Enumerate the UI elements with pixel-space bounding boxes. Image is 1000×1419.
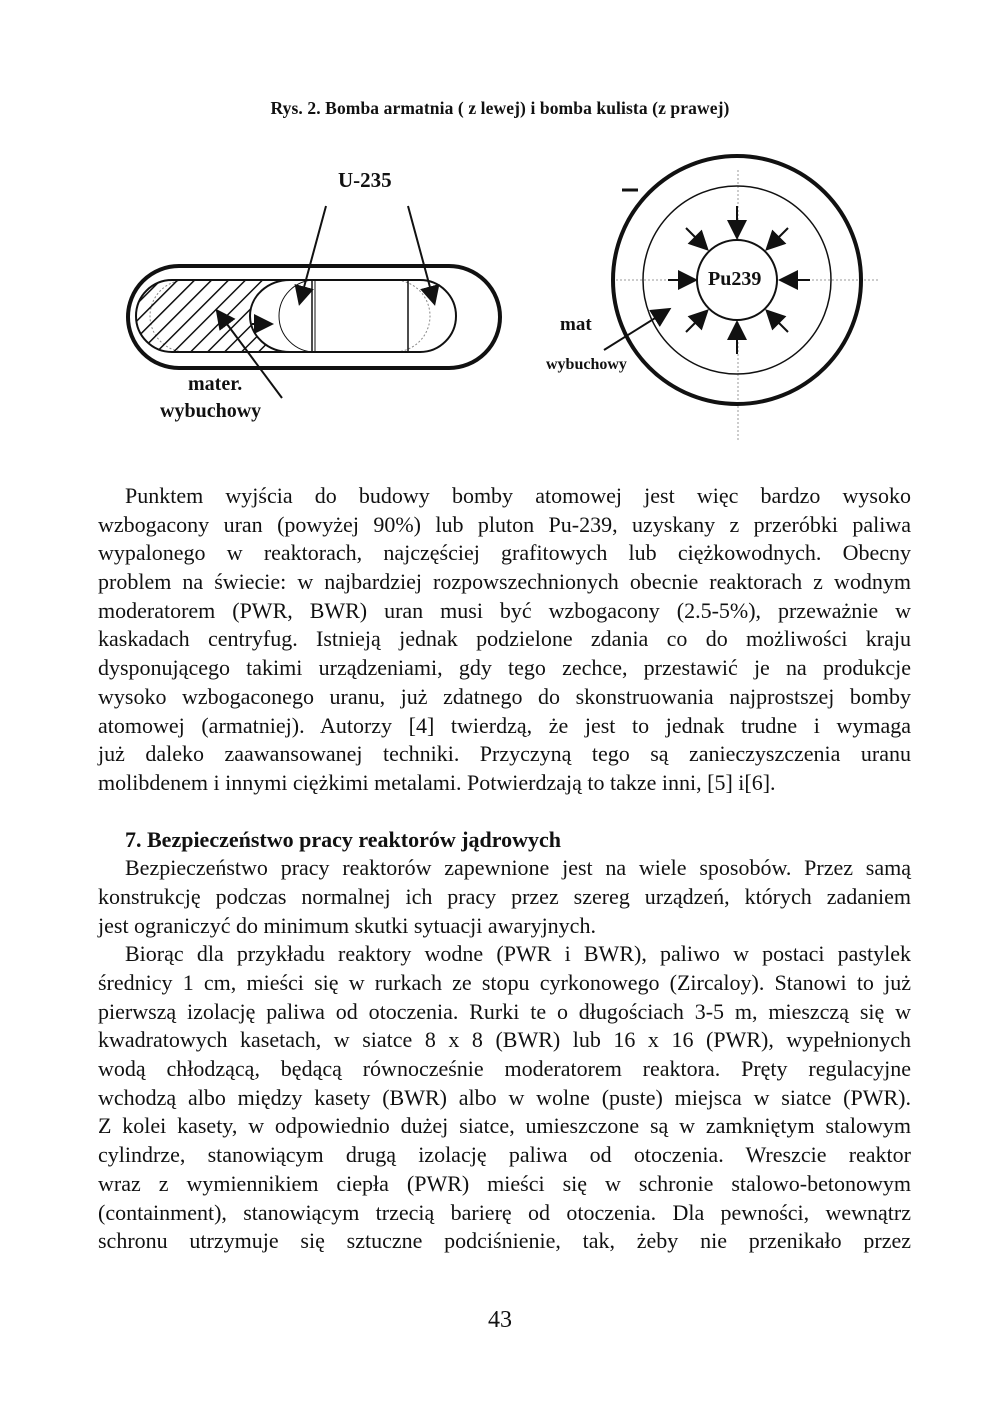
text-line: kaskadach centryfug. Istnieją jednak podzielone zdania co do możliwości kraju [98,626,911,652]
text-line: molibdenem i innymi ciężkimi metalami. Potwierdzają to takze inni, [5] i[6]. [98,769,776,795]
u235-label: U-235 [338,168,392,192]
explosive-label-right-line1: mat [560,314,592,335]
figure-bomb-diagrams [120,150,880,450]
text-line: wzbogacony uran (powyżej 90%) lub pluton Pu-239, uzyskany z przeróbki paliwa [98,511,911,537]
implosion-bomb-diagram [604,156,880,440]
text-line: wchodzą albo między kasety (BWR) albo w wolne (puste) miejsca w siatce (PWR). [98,1084,911,1110]
text-line: już daleko zaawansowanej techniki. Przyczyną tego są zanieczyszczenia uranu [98,741,911,767]
paragraph-2 [98,854,911,940]
pu239-label: Pu239 [708,268,762,290]
text-line: wodą chłodzącą, będącą równocześnie moderatorem reaktora. Pręty regulacyjne [98,1056,911,1082]
text-line: Bezpieczeństwo pracy reaktorów zapewnione jest na wiele sposobów. Przez samą [125,855,911,881]
page-number: 43 [488,1307,512,1333]
text-line: problem na świecie: w najbardziej rozpowszechnionych obecnie reaktorach z wodnym [98,569,911,595]
text-line: wysoko wzbogaconego uranu, już zdatnego do skonstruowania najprostszej bomby [98,683,911,709]
explosive-label-left-line1: mater. [188,373,243,395]
text-line: jest ograniczyć do minimum skutki sytuacji awaryjnych. [98,912,596,938]
explosive-label-right-line2: wybuchowy [546,356,627,373]
text-line: cylindrze, stanowiącym drugą izolację paliwa od otoczenia. Wreszcie reaktor [98,1142,911,1168]
section-heading: 7. Bezpieczeństwo pracy reaktorów jądrowych [125,826,562,852]
text-line: konstrukcję podczas normalnej ich pracy przez szereg urządzeń, których zadaniem [98,883,911,909]
paragraph-1 [98,482,911,798]
text-line: schronu utrzymuje się sztuczne podciśnienie, tak, żeby nie przenikało przez [98,1228,911,1254]
paragraph-3 [98,940,911,1256]
figure-caption: Rys. 2. Bomba armatnia ( z lewej) i bomba kulista (z prawej) [270,98,730,118]
text-line: atomowej (armatniej). Autorzy [4] twierdzą, że jest to jednak trudne i wymaga [98,712,911,738]
text-line: Z kolei kasety, w odpowiednio dużej siatce, umieszczone są w zamkniętym stalowym [98,1113,911,1139]
text-line: średnicy 1 cm, mieści się w rurkach ze stopu cyrkonowego (Zircaloy). Stanowi to już [98,970,911,995]
text-line: (containment), stanowiącym trzecią barierę od otoczenia. Dla pewności, wewnątrz [98,1199,911,1225]
explosive-label-left-line2: wybuchowy [160,400,262,422]
text-line: dysponującego takimi urządzeniami, gdy tego zechce, przestawić je na produkcje [98,655,911,681]
document-body [98,482,911,1256]
text-line: kwadratowych kasetach, w siatce 8 x 8 (BWR) lub 16 x 16 (PWR), wypełnionych [98,1027,911,1053]
text-line: Punktem wyjścia do budowy bomby atomowej jest więc bardzo wysoko [125,483,911,508]
text-line: wraz z wymiennikiem ciepła (PWR) mieści się w schronie stalowo-betonowym [98,1170,911,1196]
text-line: pierwszą izolację paliwa od otoczenia. Rurki te o długościach 3-5 m, mieszczą się w [98,998,911,1024]
text-line: wypalonego w reaktorach, najczęściej grafitowych lub ciężkowodnych. Obecny [98,540,911,566]
text-line: moderatorem (PWR, BWR) uran musi być wzbogacony (2.5-5%), przeważnie w [98,597,911,623]
text-line: Biorąc dla przykładu reaktory wodne (PWR i BWR), paliwo w postaci pastylek [125,941,911,967]
